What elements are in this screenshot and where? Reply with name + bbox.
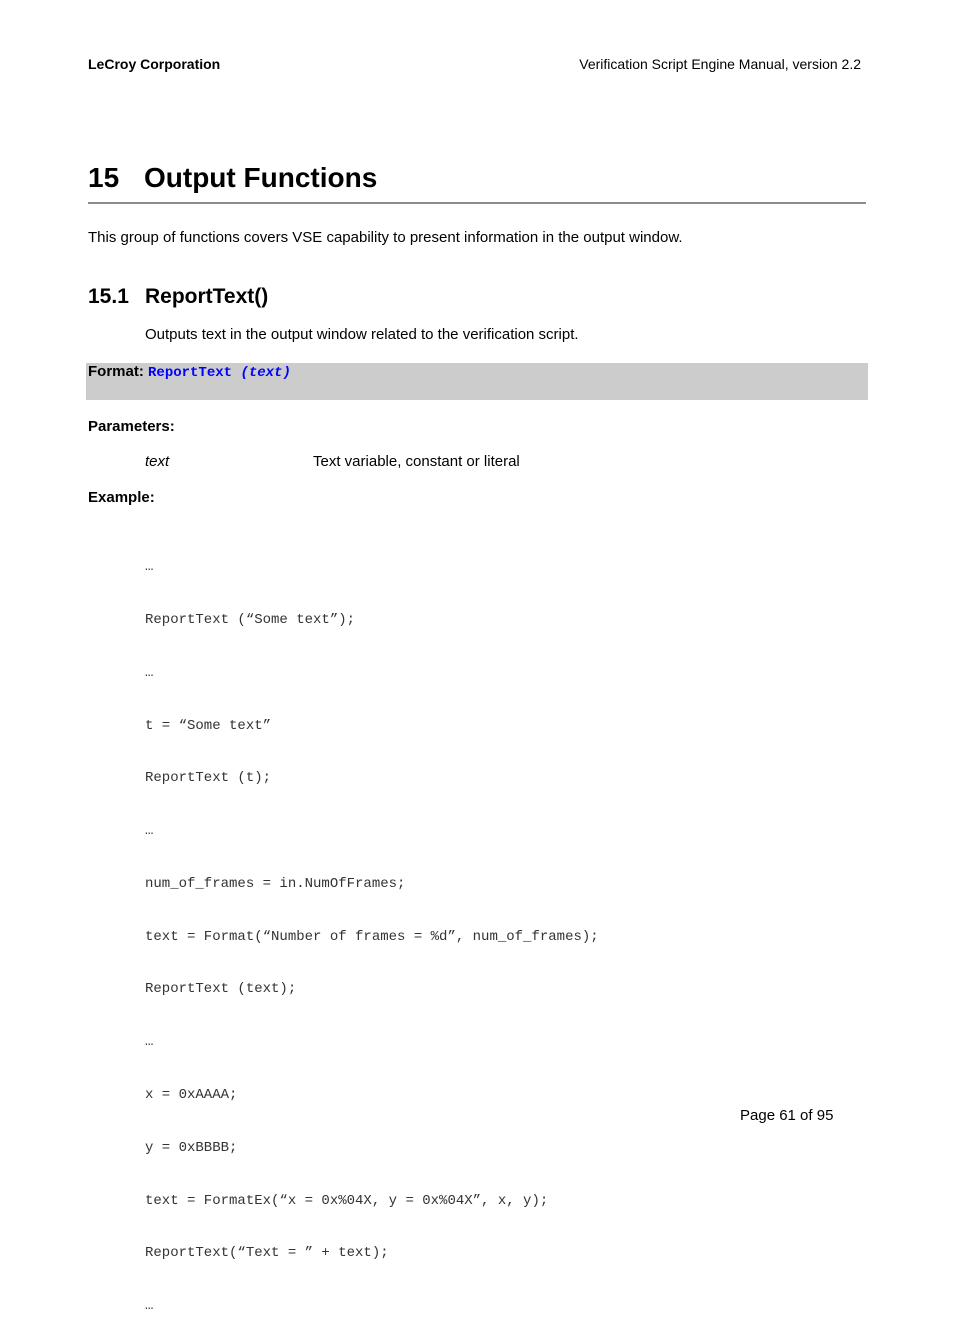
format-function-name: ReportText <box>148 365 233 381</box>
chapter-heading <box>88 160 377 196</box>
code-line: … <box>145 1298 154 1315</box>
code-line: ReportText(“Text = ” + text); <box>145 1245 389 1262</box>
code-line: text = FormatEx(“x = 0x%04X, y = 0x%04X”, x, y); <box>145 1192 549 1209</box>
format-line <box>88 363 291 382</box>
page-number: Page 61 of 95 <box>740 1107 834 1124</box>
code-line: … <box>145 664 154 681</box>
code-line: num_of_frames = in.NumOfFrames; <box>145 875 406 892</box>
section-number: 15.1 <box>88 285 129 308</box>
section-title: ReportText() <box>145 285 269 308</box>
code-line: ReportText (“Some text”); <box>145 611 356 628</box>
code-line: … <box>145 559 154 576</box>
chapter-number: 15 <box>88 162 120 193</box>
chapter-title: Output Functions <box>144 162 378 193</box>
chapter-intro: This group of functions covers VSE capability to present information in the output window. <box>88 229 683 246</box>
code-line: x = 0xAAAA; <box>145 1087 238 1103</box>
parameters-label: Parameters: <box>88 418 175 435</box>
format-argument: (text) <box>240 365 291 381</box>
code-line: t = “Some text” <box>145 717 272 734</box>
code-line: … <box>145 823 154 840</box>
header-company: LeCroy Corporation <box>88 56 221 72</box>
parameter-description: Text variable, constant or literal <box>313 453 520 470</box>
example-label: Example: <box>88 489 155 506</box>
chapter-divider <box>88 202 866 204</box>
code-line: text = Format(“Number of frames = %d”, num_of_frames); <box>145 928 599 945</box>
format-signature <box>148 365 291 381</box>
section-description: Outputs text in the output window related to the verification script. <box>145 326 579 343</box>
format-label: Format: <box>88 363 144 380</box>
code-line: ReportText (t); <box>145 770 272 787</box>
header-manual-title: Verification Script Engine Manual, version 2.2 <box>579 56 861 72</box>
section-heading <box>88 284 268 310</box>
parameter-name: text <box>145 453 170 470</box>
code-line: … <box>145 1034 154 1051</box>
code-line: y = 0xBBBB; <box>145 1139 238 1156</box>
example-code-block <box>145 524 599 1333</box>
code-line: ReportText (text); <box>145 981 297 998</box>
